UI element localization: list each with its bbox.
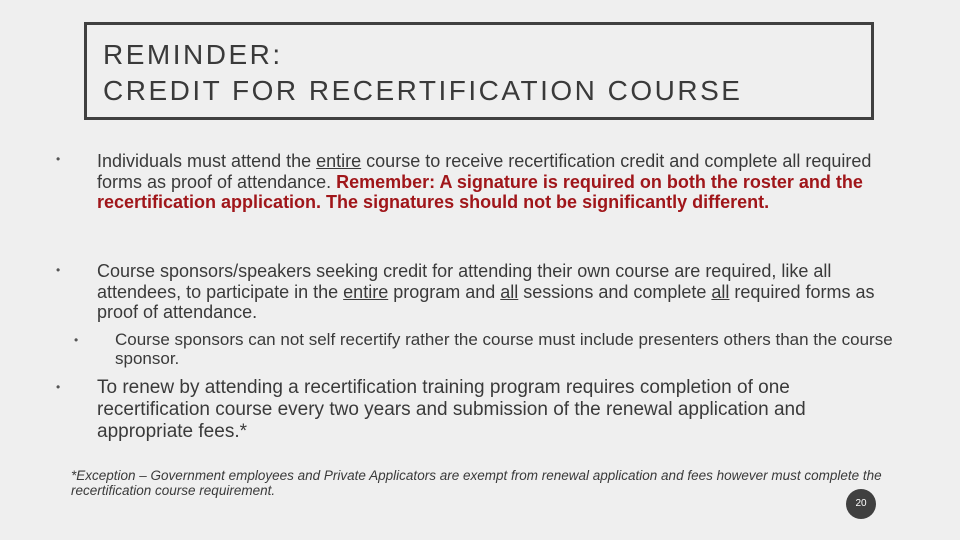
title-line-1: REMINDER:	[103, 39, 283, 70]
sub-bullet-marker: •	[74, 333, 79, 347]
bullet-marker-1: •	[56, 152, 61, 166]
bullet-marker-3: •	[56, 380, 61, 394]
bullet-marker-2: •	[56, 263, 61, 277]
bullet-2-part-g: required forms as proof of attendance.	[97, 281, 875, 322]
bullet-2-part-e: sessions and complete	[518, 281, 712, 302]
bullet-1-reminder: Remember: A signature is required on both the roster and the recertification application. The signatures should not be significantly different.	[97, 171, 863, 212]
bullet-2-all-2: all	[711, 281, 730, 302]
title-line-2: CREDIT FOR RECERTIFICATION COURSE	[103, 75, 743, 106]
bullet-2-entire: entire	[343, 281, 389, 302]
bullet-2-part-a: Course sponsors/speakers seeking credit for attending their own course are required, like all attendees, to participate in the	[97, 261, 832, 302]
sub-bullet-text: Course sponsors can not self recertify rather the course must include presenters others than the course sponsor.	[115, 330, 893, 368]
bullet-2-all-1: all	[500, 281, 519, 302]
title-box	[84, 22, 874, 120]
bullet-1-part-a: Individuals must attend the	[97, 151, 317, 171]
bullet-1-entire: entire	[316, 151, 362, 171]
bullet-2-part-c: program and	[388, 281, 501, 302]
footnote: *Exception – Government employees and Private Applicators are exempt from renewal application and fees however must complete the recertification course requirement.	[71, 468, 882, 498]
page-number-badge: 20	[846, 489, 876, 519]
bullet-text-2	[97, 261, 907, 323]
bullet-text-1	[97, 151, 907, 213]
bullet-1-part-c: course to receive recertification credit and complete all required forms as proof of attendance.	[97, 151, 872, 192]
bullet-text-3: To renew by attending a recertification training program requires completion of one recertification course every two years and submission of the renewal application and appropriate fees.*	[97, 377, 806, 442]
